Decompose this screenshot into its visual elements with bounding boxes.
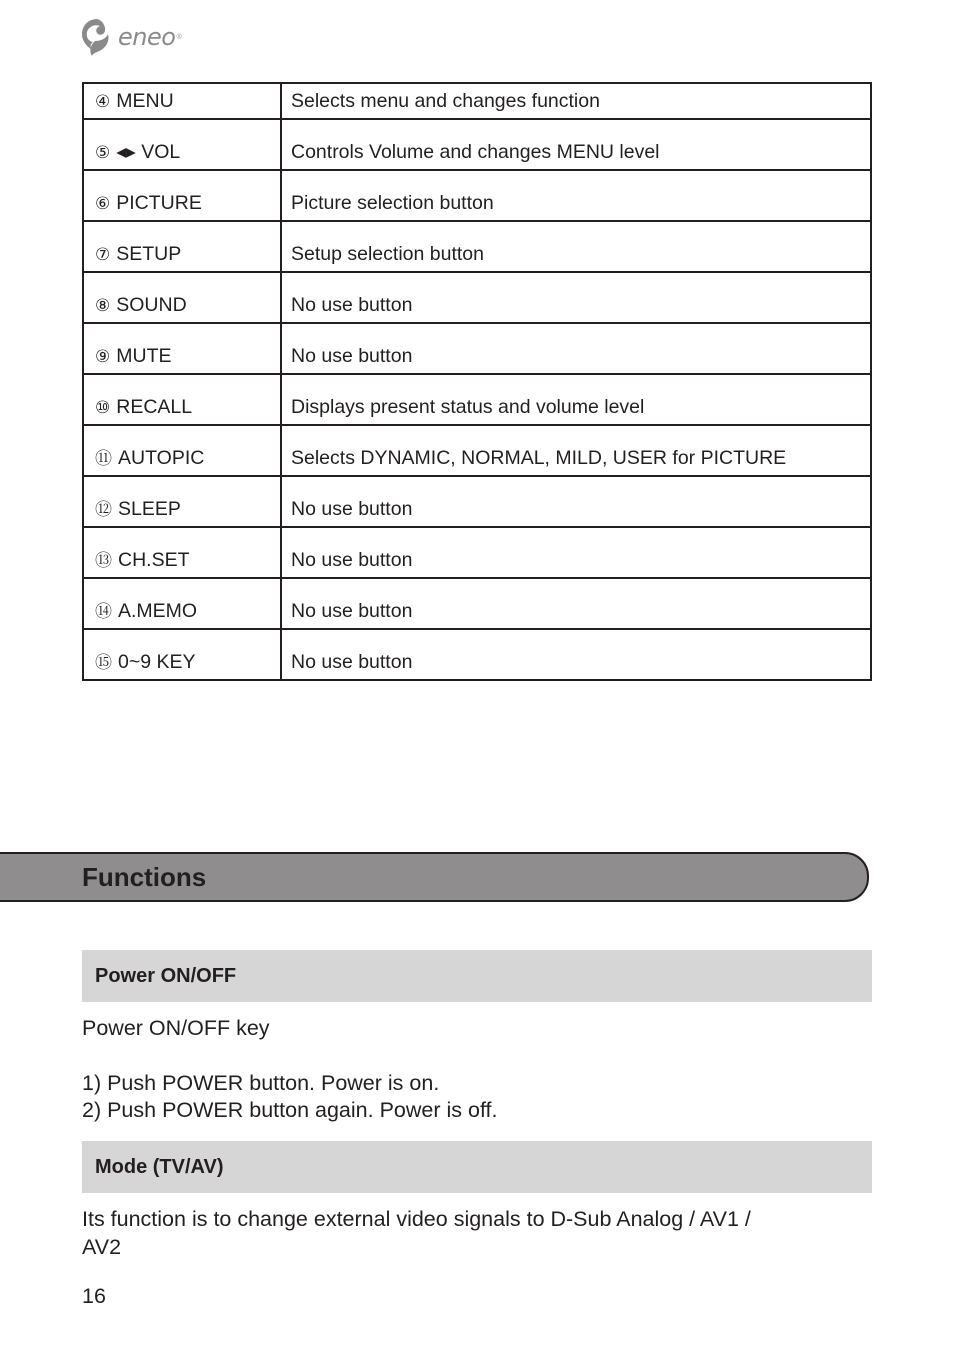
power-step-2: 2) Push POWER button again. Power is off. [82,1098,498,1122]
key-description-cell: No use button [281,629,871,680]
key-number: ⑦ [95,245,111,264]
key-description-cell: No use button [281,578,871,629]
key-name-cell [83,527,281,578]
key-label: A.MEMO [118,600,198,622]
power-intro: Power ON/OFF key [82,1016,270,1040]
power-section-heading: Power ON/OFF [82,950,872,1002]
key-label: SOUND [116,294,187,316]
key-description-cell: No use button [281,476,871,527]
key-number: ⑧ [95,296,111,315]
key-label: ◂▸ VOL [116,141,181,163]
key-number: ⑬ [95,551,112,570]
table-row [83,170,871,221]
key-number: ⑭ [95,602,112,621]
key-number: ⑥ [95,194,111,213]
table-row [83,323,871,374]
table-row [83,221,871,272]
key-description-cell: Picture selection button [281,170,871,221]
key-label: SETUP [116,243,182,265]
key-name-cell [83,323,281,374]
key-description-cell: Displays present status and volume level [281,374,871,425]
table-row [83,527,871,578]
power-step-1: 1) Push POWER button. Power is on. [82,1071,440,1095]
key-name-cell [83,578,281,629]
key-label: PICTURE [116,192,202,214]
key-name-cell [83,629,281,680]
key-name-cell [83,170,281,221]
key-name-cell [83,476,281,527]
key-description-cell: Selects menu and changes function [281,83,871,119]
key-label: 0~9 KEY [118,651,196,673]
brand-name: eneo [118,23,176,51]
key-label: AUTOPIC [118,447,205,469]
key-number: ⑪ [95,449,112,468]
key-number: ⑩ [95,398,111,417]
page-number: 16 [82,1284,106,1308]
table-row [83,476,871,527]
key-name-cell [83,272,281,323]
key-number: ⑫ [95,500,112,519]
table-row [83,272,871,323]
table-row [83,83,871,119]
key-label: MENU [116,90,174,112]
key-label: CH.SET [118,549,190,571]
key-name-cell [83,425,281,476]
mode-section-heading: Mode (TV/AV) [82,1141,872,1193]
remote-keys-table [82,82,872,681]
table-row [83,629,871,680]
table-row [83,374,871,425]
key-name-cell [83,221,281,272]
key-description-cell: No use button [281,323,871,374]
key-number: ⑮ [95,653,112,672]
table-row [83,425,871,476]
table-row [83,578,871,629]
mode-description-line-1: Its function is to change external video signals to D-Sub Analog / AV1 / [82,1207,751,1231]
registered-mark: ® [176,33,182,41]
mode-description-line-2: AV2 [82,1235,122,1259]
key-description-cell: No use button [281,527,871,578]
key-number: ⑨ [95,347,111,366]
key-description-cell: Selects DYNAMIC, NORMAL, MILD, USER for PICTURE [281,425,871,476]
functions-title: Functions [82,862,207,892]
key-label: RECALL [116,396,193,418]
key-label: MUTE [116,345,172,367]
key-number: ⑤ [95,143,111,162]
table-row [83,119,871,170]
key-number: ④ [95,92,111,111]
key-description-cell: Setup selection button [281,221,871,272]
eneo-logo-icon [80,17,114,57]
brand-logo [80,16,182,58]
key-name-cell [83,83,281,119]
key-name-cell [83,119,281,170]
key-name-cell [83,374,281,425]
key-description-cell: No use button [281,272,871,323]
key-label: SLEEP [118,498,181,520]
key-description-cell: Controls Volume and changes MENU level [281,119,871,170]
